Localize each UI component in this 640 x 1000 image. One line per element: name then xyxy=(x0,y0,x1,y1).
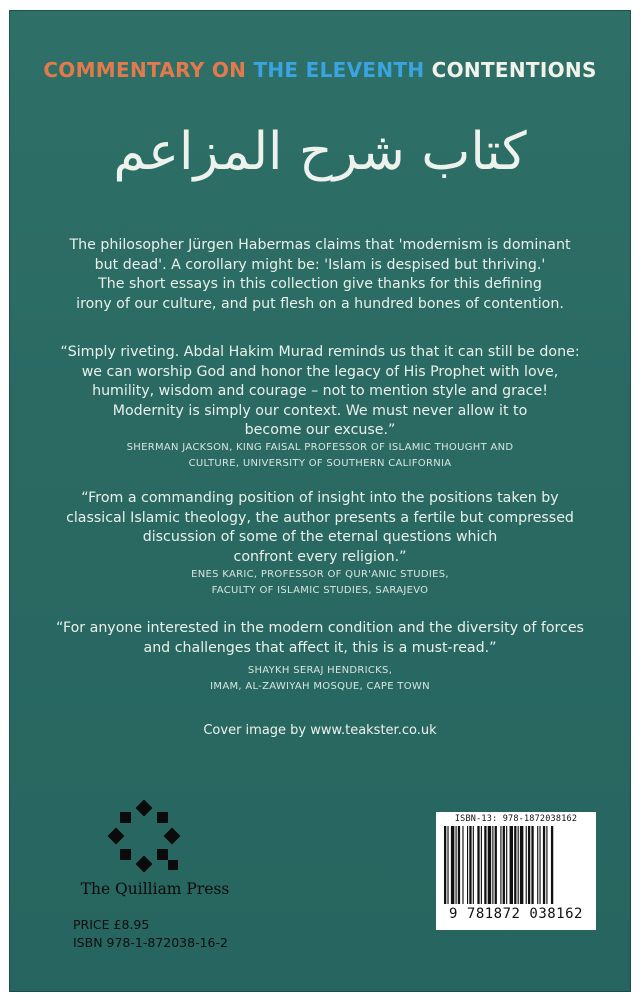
attribution-line: CULTURE, UNIVERSITY OF SOUTHERN CALIFORNIA xyxy=(188,458,452,469)
cover-image-credit: Cover image by www.teakster.co.uk xyxy=(203,723,437,738)
intro-paragraph xyxy=(40,236,600,314)
headline xyxy=(0,58,640,82)
attribution-line: IMAM, AL-ZAWIYAH MOSQUE, CAPE TOWN xyxy=(210,681,430,692)
quote-line: humility, wisdom and courage – not to mention style and grace! xyxy=(92,383,548,399)
quote-line: become our excuse.” xyxy=(244,422,396,438)
quote-line: confront every religion.” xyxy=(233,548,407,565)
blurb-quote-3 xyxy=(40,619,600,658)
intro-line: but dead'. A corollary might be: 'Islam is despised but thriving.' xyxy=(94,256,546,273)
barcode-number: 9 781872 038162 xyxy=(449,906,583,922)
quilliam-press-logo-icon xyxy=(108,800,180,872)
blurb-quote-1 xyxy=(40,343,600,441)
attribution-line: SHERMAN JACKSON, KING FAISAL PROFESSOR OF ISLAMIC THOUGHT AND xyxy=(126,442,514,453)
quote-line: “Simply riveting. Abdal Hakim Murad reminds us that it can still be done: xyxy=(60,344,580,360)
quote-line: “For anyone interested in the modern condition and the diversity of forces xyxy=(56,620,584,636)
quote-attribution-3 xyxy=(60,663,580,695)
price-block xyxy=(73,916,228,952)
arabic-calligraphy-title: كتاب شرح المزاعم xyxy=(113,122,527,182)
quote-attribution-2 xyxy=(60,567,580,599)
quote-line: we can worship God and honor the legacy of His Prophet with love, xyxy=(81,363,559,380)
quote-line: classical Islamic theology, the author presents a fertile but compressed xyxy=(66,509,574,526)
quote-line: Modernity is simply our context. We must never allow it to xyxy=(112,402,528,419)
headline-part-2: THE ELEVENTH xyxy=(253,58,425,82)
quote-attribution-1 xyxy=(60,440,580,472)
barcode-icon xyxy=(442,826,590,906)
barcode-isbn13-label: ISBN-13: 978-1872038162 xyxy=(454,814,578,824)
headline-part-1: COMMENTARY ON xyxy=(43,58,247,82)
quote-line: and challenges that affect it, this is a must-read.” xyxy=(143,639,497,656)
price-text: PRICE £8.95 xyxy=(73,917,150,932)
attribution-line: FACULTY OF ISLAMIC STUDIES, SARAJEVO xyxy=(211,585,429,596)
headline-part-3: CONTENTIONS xyxy=(431,58,597,82)
blurb-quote-2 xyxy=(40,489,600,567)
intro-line: irony of our culture, and put flesh on a hundred bones of contention. xyxy=(76,295,564,312)
publisher-name: The Quilliam Press xyxy=(80,880,230,898)
quote-line: discussion of some of the eternal questions which xyxy=(142,529,498,545)
isbn-text: ISBN 978-1-872038-16-2 xyxy=(73,935,228,950)
attribution-line: ENES KARIC, PROFESSOR OF QUR'ANIC STUDIES, xyxy=(191,569,449,580)
intro-line: The philosopher Jürgen Habermas claims that 'modernism is dominant xyxy=(69,237,571,253)
quote-line: “From a commanding position of insight into the positions taken by xyxy=(81,490,559,506)
barcode-panel xyxy=(436,812,596,930)
attribution-line: SHAYKH SERAJ HENDRICKS, xyxy=(247,665,393,676)
intro-line: The short essays in this collection give thanks for this defining xyxy=(98,276,542,292)
